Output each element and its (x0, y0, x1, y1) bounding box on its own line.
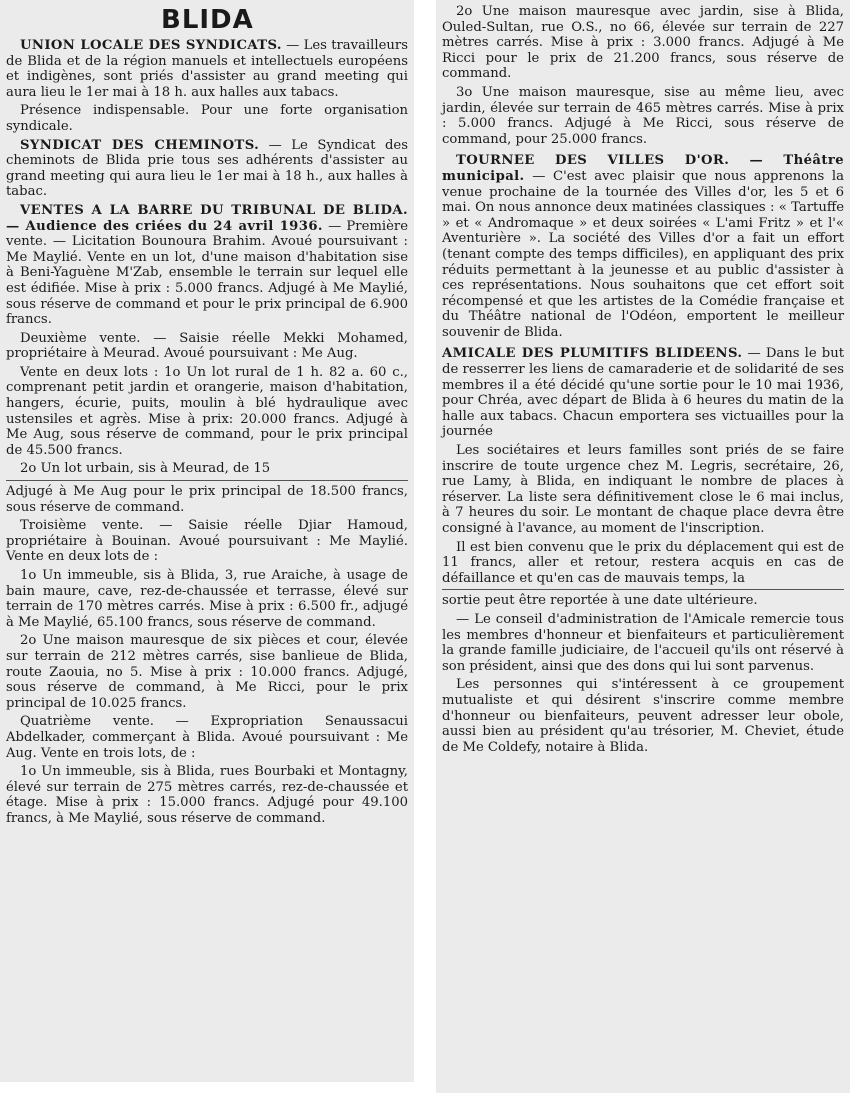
left-column (0, 0, 414, 1082)
article-paragraph: sortie peut être reportée à une date ultérieure. (442, 593, 758, 609)
article-text: — Première vente. — Licitation Bounoura Brahim. Avoué poursuivant : Me Maylié. Vente en un lot, d'une maison d'habitation sise à Beni-Yaguène M'Zab, ensemble le terrain sur lequel elle est édifiée. Mise à prix : 5.000 francs. Adjugé à Me Maylié, sous réserve de command et pour le prix principal de 6.900 francs. (6, 218, 409, 328)
article-syndicat-cheminots: SYNDICAT DES CHEMINOTS. — Le Syndicat des cheminots de Blida prie tous ses adhérents d'assister au grand meeting qui aura lieu le 1er mai à 18 h., aux halles à tabac. (6, 137, 408, 200)
article-paragraph: 3o Une maison mauresque, sise au même lieu, avec jardin, élevée sur terrain de 465 mètres carrés. Mise à prix : 5.000 francs. Adjugé à Me Ricci, sous réserve de command, pour 25.000 francs. (442, 84, 844, 147)
article-paragraph: Vente en deux lots : 1o Un lot rural de 1 h. 82 a. 60 c., comprenant petit jardin et orangerie, maison d'habitation, hangers, écurie, puits, moulin à blé hydraulique avec ustensiles et agrès. Mise à prix: 20.000 francs. Adjugé à Me Aug, sous réserve de command, pour le prix principal de 45.500 francs. (6, 364, 408, 458)
right-column (436, 0, 850, 1093)
article-title: TOURNEE DES VILLES D'OR. — Théâtre municipal. (442, 153, 844, 184)
article-paragraph: Il est bien convenu que le prix du déplacement qui est de 11 francs, aller et retour, restera acquis en cas de défaillance et qu'en cas de mauvais temps, la (442, 539, 844, 586)
article-paragraph: 2o Une maison mauresque de six pièces et cour, élevée sur terrain de 212 mètres carrés, sise banlieue de Blida, route Zaouia, no 5. Mise à prix : 10.000 francs. Adjugé, sous réserve de command, à Me Ricci, pour le prix principal de 10.025 francs. (6, 633, 408, 711)
article-paragraph: Présence indispensable. Pour une forte organisation syndicale. (6, 103, 408, 134)
article-title: UNION LOCALE DES SYNDICATS. (20, 38, 282, 53)
article-union-locale: UNION LOCALE DES SYNDICATS. — Les travailleurs de Blida et de la région manuels et intellectuels européens et indigènes, sont priés d'assister au grand meeting qui aura lieu le 1er mai à 18 h. aux halles aux tabacs. Présence indispensable. Pour une forte organisation syndicale. (6, 38, 408, 134)
article-paragraph: 1o Un immeuble, sis à Blida, 3, rue Araiche, à usage de bain maure, cave, rez-de-chaussée et terrasse, élevé sur terrain de 170 mètres carrés. Mise à prix : 6.500 fr., adjugé à Me Maylié, 65.100 francs, sous réserve de command. (6, 568, 408, 630)
article-tournee-villes-or (442, 153, 844, 340)
article-title: SYNDICAT DES CHEMINOTS. (20, 137, 260, 153)
article-text: — C'est avec plaisir que nous apprenons la venue prochaine de la tournée des Villes d'or, les 5 et 6 mai. On nous annonce deux matinées classiques : « Tartuffe » et « Andromaque » et deux soirées « L'ami Fritz » et l'« Aventurière ». La société des Villes d'or a fait un effort (tenant compte des temps difficiles), en appliquant des prix réduits permettant à la jeunesse et au public d'assister à ces représentations. Nous souhaitons que cet effort soit récompensé et que les artistes de la Comédie française et du Théâtre national de l'Odéon, emportent le meilleur souvenir de Blida. (442, 168, 844, 340)
article-ventes-suite (442, 4, 844, 147)
article-paragraph: 2o Une maison mauresque avec jardin, sise à Blida, Ouled-Sultan, rue O.S., no 66, élevée sur terrain de 227 mètres carrés. Mise à prix : 3.000 francs. Adjugé à Me Ricci pour le prix de 21.200 francs, sous réserve de command. (442, 4, 844, 82)
column-divider (6, 480, 408, 481)
article-paragraph: — Le conseil d'administration de l'Amicale remercie tous les membres d'honneur et bienfaiteurs et particulièrement la grande famille judiciaire, de l'accueil qu'ils ont réservé à son président, ainsi que des dons qui lui sont parvenus. (442, 611, 844, 674)
article-text: Le Syndicat des cheminots de Blida prie tous ses adhérents d'assister au grand meeting qui aura lieu le 1er mai à 18 h., aux halles à tabac. (6, 137, 408, 200)
article-paragraph: 2o Un lot urbain, sis à Meurad, de 15 (20, 461, 271, 477)
column-divider (442, 589, 844, 590)
city-heading: BLIDA (161, 5, 254, 35)
article-paragraph: Deuxième vente. — Saisie réelle Mekki Mohamed, propriétaire à Meurad. Avoué poursuivant : Me Aug. (6, 330, 408, 362)
article-paragraph: Les personnes qui s'intéressent à ce groupement mutualiste et qui désirent s'inscrire comme membre d'honneur ou bienfaiteurs, peuvent adresser leur obole, aussi bien au président qu'au trésorier, M. Cheviet, étude de Me Coldefy, notaire à Blida. (442, 677, 844, 755)
article-paragraph: 1o Un immeuble, sis à Blida, rues Bourbaki et Montagny, élevé sur terrain de 275 mètres carrés, rez-de-chaussée et étage. Mise à prix : 15.000 francs. Adjugé pour 49.100 francs, à Me Maylié, sous réserve de command. (6, 764, 408, 826)
article-title: AMICALE DES PLUMITIFS BLIDEENS. (442, 346, 743, 362)
article-text: Les travailleurs de Blida et de la région manuels et intellectuels européens et indigènes, sont priés d'assister au grand meeting qui aura lieu le 1er mai à 18 h. aux halles aux tabacs. (6, 38, 408, 100)
article-amicale-plumitifs (442, 346, 844, 755)
article-title: VENTES A LA BARRE DU TRIBUNAL DE BLIDA. — Audience des criées du 24 avril 1936. (6, 202, 408, 234)
article-paragraph: Les sociétaires et leurs familles sont priés de se faire inscrire de toute urgence chez M. Legris, secrétaire, 26, rue Lamy, à Blida, en indiquant le nombre de places à réserver. La liste sera définitivement close le 6 mai inclus, à 7 heures du soir. Le montant de chaque place devra être consigné à l'avance, au moment de l'inscription. (442, 443, 844, 536)
article-ventes-tribunal (6, 203, 408, 827)
article-text: — Dans le but de resserrer les liens de camaraderie et de solidarité de ses membres il a été décidé qu'une sortie pour le 10 mai 1936, pour Chréa, avec départ de Blida à 6 heures du matin de la halle aux tabacs. Chacun emportera ses victuailles pour la journée (442, 346, 844, 440)
article-paragraph: Quatrième vente. — Expropriation Senaussacui Abdelkader, commerçant à Blida. Avoué poursuivant : Me Aug. Vente en trois lots, de : (6, 714, 408, 761)
article-paragraph: Troisième vente. — Saisie réelle Djiar Hamoud, propriétaire à Bouinan. Avoué poursuivant : Me Maylié. Vente en deux lots de : (6, 518, 408, 565)
article-paragraph: Adjugé à Me Aug pour le prix principal de 18.500 francs, sous réserve de command. (6, 484, 408, 515)
